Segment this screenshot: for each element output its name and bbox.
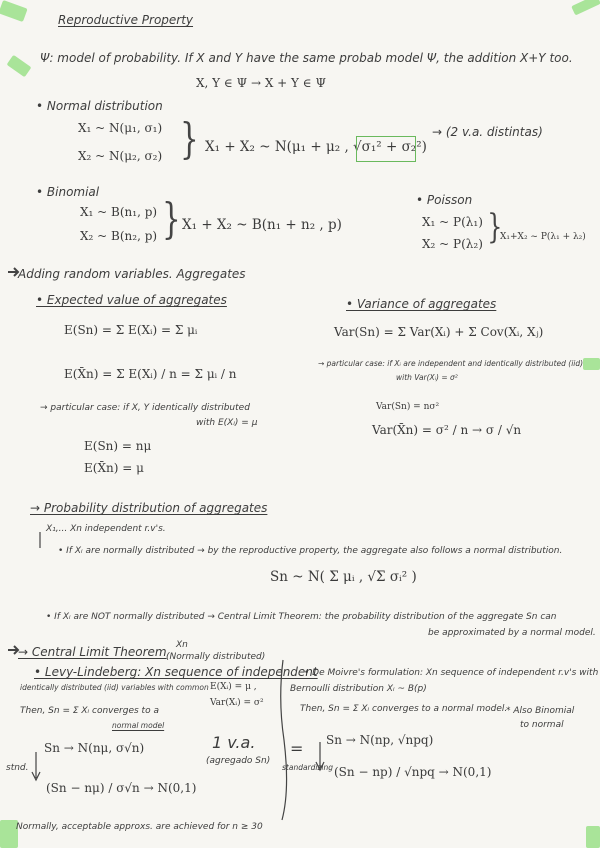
normal-note: → (2 v.a. distintas) xyxy=(432,125,543,139)
expected-label: • Expected value of aggregates xyxy=(36,293,227,307)
page-title: Reproductive Property xyxy=(58,13,194,27)
binomial-x1: X₁ ~ B(n₁, p) xyxy=(80,205,158,219)
levy-e: E(Xᵢ) = μ , xyxy=(210,682,257,692)
e-xn: E(X̄n) = Σ E(Xᵢ) / n = Σ μᵢ / n xyxy=(64,367,237,381)
psi-formula: X, Y ∈ Ψ → X + Y ∈ Ψ xyxy=(196,76,326,90)
one-va: 1 v.a. xyxy=(212,733,256,752)
demoivre-sn: Sn → N(np, √npq) xyxy=(326,733,434,747)
normal-x1: X₁ ~ N(μ₁, σ₁) xyxy=(78,121,163,135)
particular-case-1b: with E(Xᵢ) = μ xyxy=(196,418,258,428)
stnd-label: stnd. xyxy=(6,763,29,773)
psi-definition: Ψ: model of probability. If X and Y have the same probab model Ψ, the addition X+Y too. xyxy=(40,51,573,65)
standardizing-label: standardizing xyxy=(282,763,334,772)
standardizing-arrow xyxy=(316,742,324,770)
binomial-sum: X₁ + X₂ ~ B(n₁ + n₂ , p) xyxy=(182,217,342,233)
e-xn-mu: E(X̄n) = μ xyxy=(84,461,144,475)
not-normal-case2: be approximated by a normal model. xyxy=(428,628,596,638)
var-sn2: Var(Sn) = nσ² xyxy=(376,402,440,412)
variance-label: • Variance of aggregates xyxy=(346,297,497,311)
agregado: (agregado Sn) xyxy=(206,756,271,766)
equals-sign: = xyxy=(290,739,304,758)
clt-then-2: normal model xyxy=(112,721,165,730)
e-sn: E(Sn) = Σ E(Xᵢ) = Σ μᵢ xyxy=(64,323,198,337)
stnd-arrow xyxy=(32,752,40,780)
normal-x2: X₂ ~ N(μ₂, σ₂) xyxy=(78,149,163,163)
not-normal-case: • If Xᵢ are NOT normally distributed → Central Limit Theorem: the probability distribution of the aggregate Sn can xyxy=(46,612,557,622)
clt-divider xyxy=(281,660,287,820)
clt-heading: → Central Limit Theorem xyxy=(18,645,167,659)
independent-rvs: X₁,... Xn independent r.v's. xyxy=(46,524,166,534)
demoivre: • De Moivre's formulation: Xn sequence of independent r.v's with xyxy=(304,668,599,678)
binomial-note-2: to normal xyxy=(520,720,564,730)
poisson-x2: X₂ ~ P(λ₂) xyxy=(422,237,483,251)
clt-then: Then, Sn = Σ Xᵢ converges to a xyxy=(20,706,159,716)
normal-case: • If Xᵢ are normally distributed → by the reproductive property, the aggregate also follows a normal distribution. xyxy=(58,546,563,556)
e-sn-mu: E(Sn) = nμ xyxy=(84,439,152,453)
demoivre-then: Then, Sn = Σ Xᵢ converges to a normal model. xyxy=(300,704,508,714)
particular-case-2: → particular case: if Xᵢ are independent and identically distributed (iid) xyxy=(318,359,584,368)
particular-case-1: → particular case: if X, Y identically distributed xyxy=(40,403,250,413)
demoivre-z: (Sn − np) / √npq → N(0,1) xyxy=(334,765,492,779)
sn-formula: Sn ~ N( Σ μᵢ , √Σ σᵢ² ) xyxy=(270,569,417,585)
normal-label: • Normal distribution xyxy=(36,99,163,113)
clt-sn-normal: Sn → N(nμ, σ√n) xyxy=(44,741,145,755)
demoivre-2: Bernoulli distribution Xᵢ ~ B(p) xyxy=(290,684,427,694)
clt-z: (Sn − nμ) / σ√n → N(0,1) xyxy=(46,781,197,795)
poisson-brace: } xyxy=(487,207,503,247)
normal-sum: X₁ + X₂ ~ N(μ₁ + μ₂ , √σ₁² + σ₂²) xyxy=(205,139,427,155)
clt-arrow xyxy=(8,646,18,654)
poisson-sum: X₁+X₂ ~ P(λ₁ + λ₂) xyxy=(500,232,586,242)
levy-var: Var(Xᵢ) = σ² xyxy=(210,698,264,708)
var-xn: Var(X̄n) = σ² / n → σ / √n xyxy=(372,423,522,437)
poisson-label: • Poisson xyxy=(416,193,473,207)
clt-xn-note: Xn xyxy=(176,640,188,650)
binomial-brace: } xyxy=(162,194,181,243)
aggregates-arrow xyxy=(8,268,18,276)
levy-lindeberg: • Levy-Lindeberg: Xn sequence of independent xyxy=(34,665,318,679)
var-sn: Var(Sn) = Σ Var(Xᵢ) + Σ Cov(Xᵢ, Xⱼ) xyxy=(334,325,544,339)
probdist-heading: → Probability distribution of aggregates xyxy=(30,501,268,515)
particular-case-2b: with Var(Xᵢ) = σ² xyxy=(396,373,458,382)
poisson-x1: X₁ ~ P(λ₁) xyxy=(422,215,483,229)
binomial-note: * Also Binomial xyxy=(506,706,575,716)
footer-note: Normally, acceptable approxs. are achieved for n ≥ 30 xyxy=(16,822,263,832)
aggregates-heading: Adding random variables. Aggregates xyxy=(18,267,246,281)
binomial-label: • Binomial xyxy=(36,185,100,199)
clt-normally-distributed: (Normally distributed) xyxy=(166,652,266,662)
levy-lindeberg-2: identically distributed (iid) variables with common xyxy=(20,683,209,692)
binomial-x2: X₂ ~ B(n₂, p) xyxy=(80,229,158,243)
normal-brace: } xyxy=(180,114,199,163)
